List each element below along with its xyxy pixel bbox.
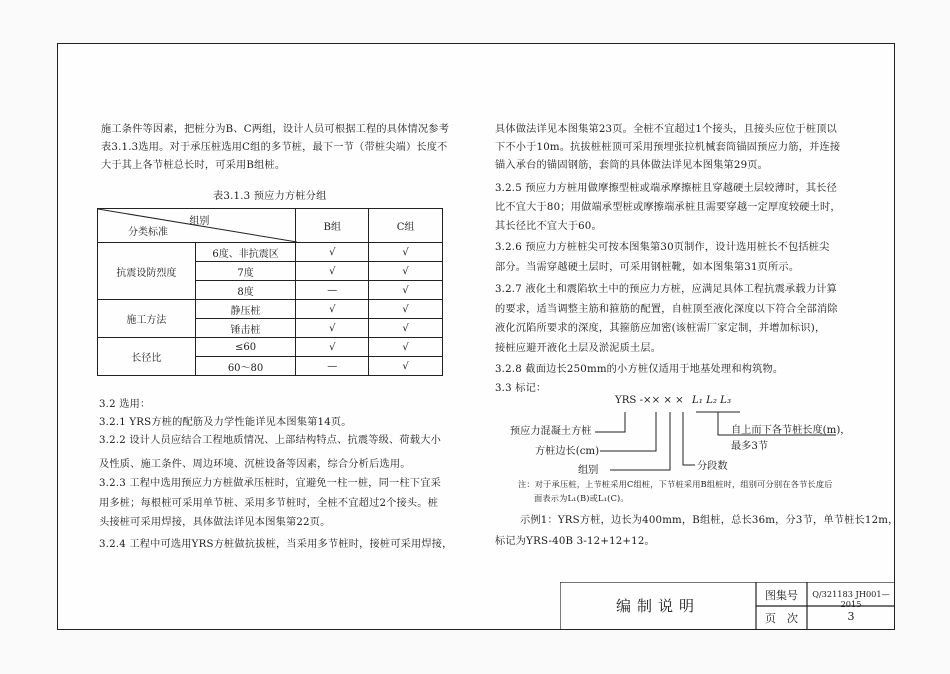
row-sub: 静压桩	[195, 300, 296, 319]
body-line: 用多桩；每根桩可采用单节桩、采用多节桩时，全桩不宜超过2个接头。桩	[99, 498, 439, 509]
cell-c: √	[369, 338, 443, 357]
cell-b: —	[296, 281, 369, 300]
example-line: 示例1：YRS方桩，边长为400mm，B组桩，总长36m，分3节，单节桩长12m，	[520, 515, 899, 526]
page-label: 页 次	[765, 612, 798, 625]
row-sub: 6度、非抗震区	[195, 243, 296, 262]
mark-code: YRS -×× × ×	[615, 395, 684, 406]
row-sub: 8度	[195, 281, 296, 300]
right-line: 的要求，适当调整主筋和箍筋的配置，自桩顶至液化深度以下符合全部消除	[495, 304, 838, 315]
body-line: 3.2.1 YRS方桩的配筋及力学性能详见本图集第14页。	[99, 417, 352, 428]
atlas-no: Q/321183 JH001—2015	[812, 589, 890, 609]
table-header-diagonal	[98, 209, 296, 243]
cat-seismic: 抗震设防烈度	[98, 243, 196, 300]
section-3-2: 3.2 选用：	[99, 399, 151, 410]
label-section-length: 自上而下各节桩长度(m)，	[731, 425, 851, 436]
body-line: 3.2.4 工程中可选用YRS方桩做抗拔桩，当采用多节桩时，接桩可采用焊接，	[99, 539, 453, 550]
cell-c: √	[369, 243, 443, 262]
right-line: 下不小于10m。抗拔桩桩顶可采用预埋张拉机械套筒锚固预应力筋，并连接	[495, 142, 841, 153]
cat-ratio: 长径比	[98, 338, 196, 376]
cell-b: √	[296, 262, 369, 281]
cell-c: √	[369, 281, 443, 300]
row-sub: 7度	[195, 262, 296, 281]
intro-line-2: 表3.1.3选用。对于承压桩选用C组的多节桩，最下一节（带桩尖端）长度不	[101, 142, 448, 153]
cell-c: √	[369, 262, 443, 281]
label-side-length: 方桩边长(cm)	[535, 446, 600, 457]
cat-method: 施工方法	[98, 300, 196, 338]
cell-b: √	[296, 319, 369, 338]
cell-b: √	[296, 243, 369, 262]
cell-b: √	[296, 338, 369, 357]
note-line: 面表示为L₁(B)或L₁(C)。	[534, 493, 629, 503]
label-concrete-pile: 预应力混凝土方桩	[510, 426, 592, 437]
right-line: 3.2.5 预应力方桩用做摩擦型桩或端承摩擦桩且穿越硬土层较薄时，其长径	[495, 183, 837, 194]
right-line: 液化沉陷所要求的深度，其箍筋应加密(该桩需厂家定制，并增加标识)，	[495, 323, 826, 334]
body-line: 及性质、施工条件、周边环境、沉桩设备等因素，综合分析后选用。	[99, 459, 411, 470]
title-block-title: 编制说明	[615, 597, 700, 615]
right-line: 部分。当需穿越硬土层时，可采用钢桩靴，如本图集第31页所示。	[495, 262, 800, 273]
right-line: 3.2.7 液化土和震陷软土中的预应力方桩，应满足具体工程抗震承载力计算	[495, 284, 837, 295]
label-max-sections: 最多3节	[731, 441, 769, 452]
atlas-no-label: 图集号	[765, 589, 798, 602]
section-3-3: 3.3 标记：	[495, 383, 547, 394]
right-line: 锚入承台的锚固钢筋，套筒的具体做法详见本图集第29页。	[495, 160, 769, 171]
table-caption: 表3.1.3 预应力方桩分组	[213, 191, 327, 202]
row-sub: 60～80	[195, 357, 296, 376]
leader-len	[718, 412, 728, 435]
right-line: 3.2.8 截面边长250mm的小方桩仅适用于地基处理和构筑物。	[495, 364, 784, 375]
leader-concrete	[595, 412, 625, 432]
intro-line-1: 施工条件等因素，把桩分为B、C两组，设计人员可根据工程的具体情况参考	[101, 124, 450, 135]
body-line: 头接桩可采用焊接，具体做法详见本图集第22页。	[99, 517, 331, 528]
row-sub: ≤60	[195, 338, 296, 357]
body-line: 3.2.2 设计人员应结合工程地质情况、上部结构特点、抗震等级、荷载大小	[99, 435, 441, 446]
header-class: 分类标准	[128, 227, 168, 238]
mark-segments: L₁ L₂ L₃	[692, 395, 732, 406]
right-line: 其长径比不宜大于60。	[495, 221, 602, 232]
right-line: 接桩应避开液化土层及淤泥质土层。	[495, 343, 662, 354]
body-line: 3.2.3 工程中选用预应力方桩做承压桩时，宜避免一柱一桩，同一柱下宜采	[99, 478, 441, 489]
header-b: B组	[296, 209, 369, 243]
note-line: 注：对于承压桩，上节桩采用C组桩，下节桩采用B组桩时，组别可分别在各节长度后	[518, 479, 833, 489]
right-line: 比不宜大于80；用做端承型桩或摩擦端承桩且需要穿越一定厚度较硬土时，	[495, 202, 841, 213]
pile-group-table	[97, 208, 443, 376]
right-line: 3.2.6 预应力方桩桩尖可按本图集第30页制作，设计选用桩长不包括桩尖	[495, 242, 830, 253]
row-sub: 锤击桩	[195, 319, 296, 338]
right-line: 具体做法详见本图集第23页。全桩不宜超过1个接头，且接头应位于桩顶以	[495, 124, 838, 135]
cell-c: √	[369, 319, 443, 338]
intro-line-3: 大于其上各节桩总长时，可采用B组桩。	[101, 160, 286, 171]
page-number: 3	[847, 610, 855, 623]
label-segment-count: 分段数	[697, 461, 728, 472]
header-group: 组别	[189, 216, 210, 227]
cell-b: —	[296, 357, 369, 376]
cell-c: √	[369, 300, 443, 319]
example-line: 标记为YRS-40B 3-12+12+12。	[495, 536, 655, 547]
cell-b: √	[296, 300, 369, 319]
cell-c: √	[369, 357, 443, 376]
header-c: C组	[369, 209, 443, 243]
leader-group	[610, 412, 670, 470]
leader-segs	[683, 412, 695, 465]
label-group: 组别	[578, 465, 599, 476]
